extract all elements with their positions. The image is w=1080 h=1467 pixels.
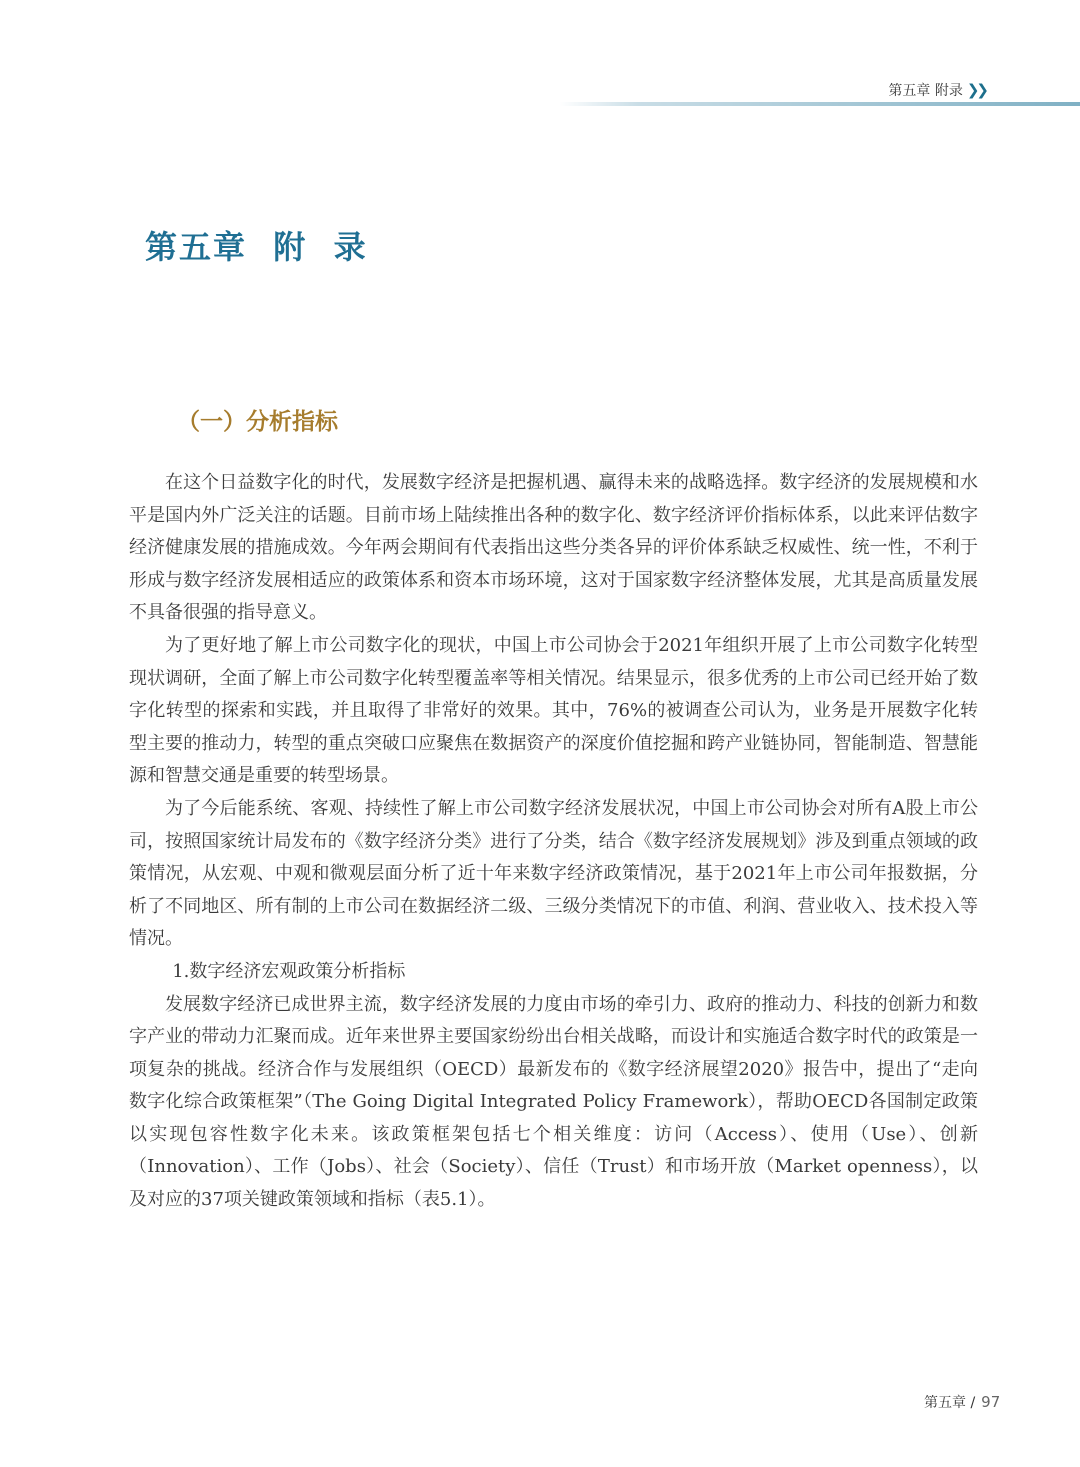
paragraph-4: 发展数字经济已成世界主流，数字经济发展的力度由市场的牵引力、政府的推动力、科技的创新力和数字产业的带动力汇聚而成。近年来世界主要国家纷纷出台相关战略，而设计和实施适合数字时代的政策是一项复杂的挑战。经济合作与发展组织（OECD）最新发布的《数字经济展望2020》报告中，提出了“走向数字化综合政策框架”（The Going Digital Integrated Policy Framework），帮助OECD各国制定政策以实现包容性数字化未来。该政策框架包括七个相关维度：访问（Access）、使用（Use）、创新（Innovation）、工作（Jobs）、社会（Society）、信任（Trust）和市场开放（Market openness），以及对应的37项关键政策领域和指标（表5.1）。 xyxy=(129,993,978,1211)
paragraph-2: 为了更好地了解上市公司数字化的现状，中国上市公司协会于2021年组织开展了上市公司数字化转型现状调研，全面了解上市公司数字化转型覆盖率等相关情况。结果显示，很多优秀的上市公司已经开始了数字化转型的探索和实践，并且取得了非常好的效果。其中，76%的被调查公司认为，业务是开展数字化转型主要的推动力，转型的重点突破口应聚焦在数据资产的深度价值挖掘和跨产业链协同，智能制造、智慧能源和智慧交通是重要的转型场景。 xyxy=(129,634,978,787)
page-number: 97 xyxy=(981,1393,1001,1411)
section-title: （一）分析指标 xyxy=(177,409,338,435)
paragraph-3: 为了今后能系统、客观、持续性了解上市公司数字经济发展状况，中国上市公司协会对所有A股上市公司，按照国家统计局发布的《数字经济分类》进行了分类，结合《数字经济发展规划》涉及到重点领域的政策情况，从宏观、中观和微观层面分析了近十年来数字经济政策情况，基于2021年上市公司年报数据，分析了不同地区、所有制的上市公司在数据经济二级、三级分类情况下的市值、利润、营业收入、技术投入等情况。 xyxy=(129,797,978,950)
footer-chapter-label: 第五章 / xyxy=(924,1395,976,1411)
page-footer xyxy=(924,1392,1000,1412)
body-text xyxy=(129,467,978,1217)
chevron-right-icon: ❯❯ xyxy=(966,81,986,99)
header-divider xyxy=(560,102,1080,106)
running-header xyxy=(888,80,986,100)
chapter-title: 第五章 附 录 xyxy=(145,228,368,266)
paragraph-1: 在这个日益数字化的时代，发展数字经济是把握机遇、赢得未来的战略选择。数字经济的发展规模和水平是国内外广泛关注的话题。目前市场上陆续推出各种的数字化、数字经济评价指标体系，以此来评估数字经济健康发展的措施成效。今年两会期间有代表指出这些分类各异的评价体系缺乏权威性、统一性，不利于形成与数字经济发展相适应的政策体系和资本市场环境，这对于国家数字经济整体发展，尤其是高质量发展不具备很强的指导意义。 xyxy=(129,472,978,624)
running-header-title: 第五章 附录 xyxy=(888,83,963,99)
subsection-heading: 1.数字经济宏观政策分析指标 xyxy=(172,960,406,982)
